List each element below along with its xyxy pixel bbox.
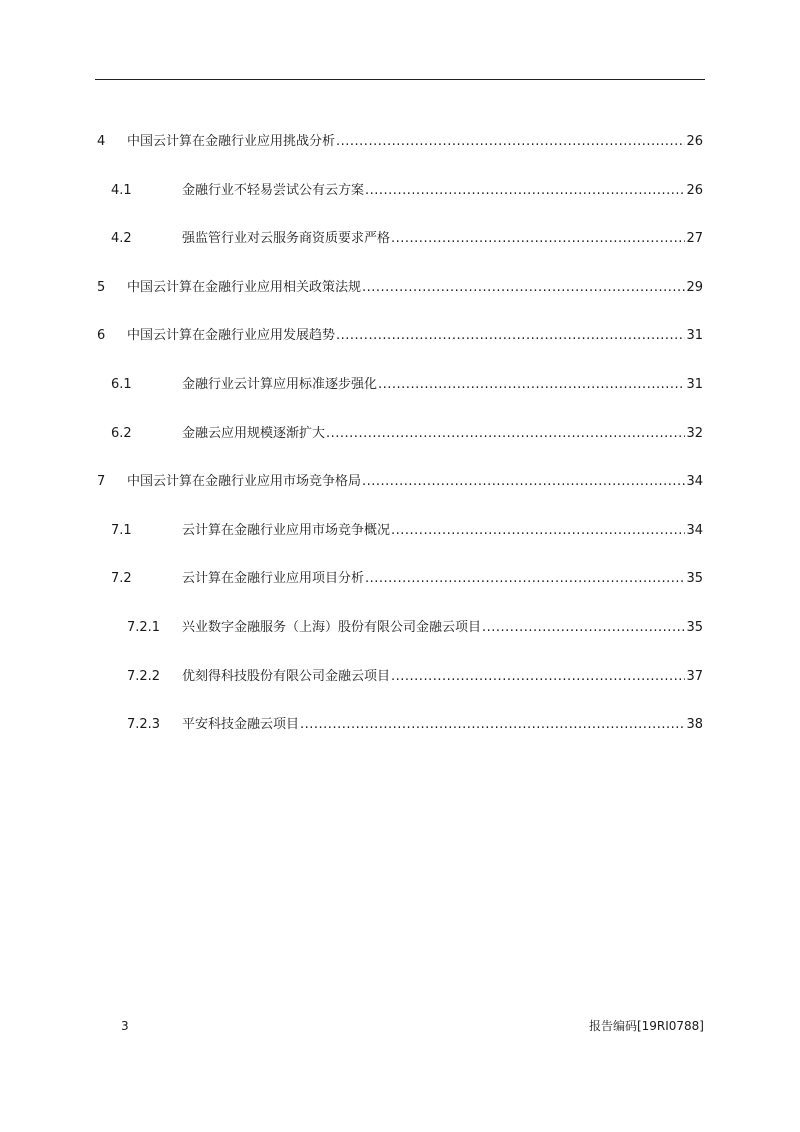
toc-entry-page: 27 bbox=[686, 231, 703, 246]
toc-entry-page: 34 bbox=[686, 523, 703, 538]
toc-dot-leader bbox=[391, 228, 685, 250]
footer-report-code: 报告编码[19RI0788] bbox=[588, 1019, 704, 1033]
toc-entry[interactable] bbox=[0, 277, 800, 299]
toc-dot-leader bbox=[365, 180, 685, 202]
toc-entry-number: 4.2 bbox=[111, 231, 132, 246]
toc-entry-page: 37 bbox=[686, 669, 703, 684]
toc-entry-title: 中国云计算在金融行业应用相关政策法规 bbox=[127, 280, 362, 295]
toc-entry-title: 金融行业云计算应用标准逐步强化 bbox=[182, 377, 378, 392]
toc-entry-title: 中国云计算在金融行业应用挑战分析 bbox=[127, 134, 336, 149]
toc-entry-number: 7 bbox=[97, 474, 106, 489]
toc-entry[interactable] bbox=[0, 471, 800, 493]
footer-page-number: 3 bbox=[121, 1019, 129, 1033]
toc-entry-page: 31 bbox=[686, 377, 703, 392]
toc-dot-leader bbox=[336, 131, 685, 153]
toc-entry-number: 4 bbox=[97, 134, 106, 149]
toc-entry-number: 7.2 bbox=[111, 571, 132, 586]
toc-entry-title: 中国云计算在金融行业应用市场竞争格局 bbox=[127, 474, 362, 489]
toc-entry[interactable] bbox=[0, 374, 800, 396]
toc-dot-leader bbox=[300, 714, 685, 736]
toc-entry-body bbox=[182, 423, 703, 445]
toc-entry-body bbox=[127, 325, 703, 347]
toc-entry-title: 中国云计算在金融行业应用发展趋势 bbox=[127, 328, 336, 343]
toc-entry-number: 7.2.1 bbox=[127, 620, 161, 635]
toc-entry-page: 32 bbox=[686, 426, 703, 441]
toc-entry-body bbox=[182, 714, 703, 736]
toc-entry-page: 29 bbox=[686, 280, 703, 295]
toc-entry-page: 34 bbox=[686, 474, 703, 489]
toc-entry-body bbox=[182, 617, 703, 639]
toc-entry-title: 强监管行业对云服务商资质要求严格 bbox=[182, 231, 391, 246]
toc-entry-title: 金融行业不轻易尝试公有云方案 bbox=[182, 183, 365, 198]
toc-entry-title: 优刻得科技股份有限公司金融云项目 bbox=[182, 669, 391, 684]
toc-entry[interactable] bbox=[0, 714, 800, 736]
toc-entry-number: 6.1 bbox=[111, 377, 132, 392]
toc-entry-body bbox=[182, 666, 703, 688]
toc-dot-leader bbox=[482, 617, 685, 639]
toc-dot-leader bbox=[378, 374, 685, 396]
toc-entry[interactable] bbox=[0, 423, 800, 445]
toc-entry-page: 38 bbox=[686, 717, 703, 732]
toc-entry-number: 4.1 bbox=[111, 183, 132, 198]
toc-entry-body bbox=[182, 520, 703, 542]
toc-entry-title: 金融云应用规模逐渐扩大 bbox=[182, 426, 326, 441]
toc-entry[interactable] bbox=[0, 325, 800, 347]
toc-entry[interactable] bbox=[0, 131, 800, 153]
toc-entry[interactable] bbox=[0, 520, 800, 542]
toc-dot-leader bbox=[326, 423, 685, 445]
toc-entry-number: 6.2 bbox=[111, 426, 132, 441]
toc-dot-leader bbox=[391, 666, 685, 688]
toc-entry[interactable] bbox=[0, 666, 800, 688]
toc-entry-number: 6 bbox=[97, 328, 106, 343]
toc-entry[interactable] bbox=[0, 617, 800, 639]
toc-entry-number: 5 bbox=[97, 280, 106, 295]
toc-entry-number: 7.1 bbox=[111, 523, 132, 538]
header-rule bbox=[95, 79, 705, 80]
toc-entry-page: 35 bbox=[686, 620, 703, 635]
toc-entry-body bbox=[182, 180, 703, 202]
toc-entry-page: 26 bbox=[686, 134, 703, 149]
toc-entry-page: 31 bbox=[686, 328, 703, 343]
toc-dot-leader bbox=[362, 277, 685, 299]
toc-entry-body bbox=[182, 228, 703, 250]
toc-dot-leader bbox=[391, 520, 685, 542]
toc-entry-page: 26 bbox=[686, 183, 703, 198]
toc-dot-leader bbox=[365, 568, 685, 590]
toc-entry-page: 35 bbox=[686, 571, 703, 586]
toc-dot-leader bbox=[336, 325, 685, 347]
toc-entry-title: 平安科技金融云项目 bbox=[182, 717, 300, 732]
toc-entry[interactable] bbox=[0, 568, 800, 590]
toc-entry[interactable] bbox=[0, 180, 800, 202]
toc-entry-title: 兴业数字金融服务（上海）股份有限公司金融云项目 bbox=[182, 620, 482, 635]
toc-entry[interactable] bbox=[0, 228, 800, 250]
toc-entry-number: 7.2.3 bbox=[127, 717, 161, 732]
toc-entry-body bbox=[182, 374, 703, 396]
toc-entry-body bbox=[127, 131, 703, 153]
toc-entry-body bbox=[127, 277, 703, 299]
toc-entry-number: 7.2.2 bbox=[127, 669, 161, 684]
toc-entry-body bbox=[182, 568, 703, 590]
toc-entry-title: 云计算在金融行业应用市场竞争概况 bbox=[182, 523, 391, 538]
toc-entry-title: 云计算在金融行业应用项目分析 bbox=[182, 571, 365, 586]
toc-dot-leader bbox=[362, 471, 685, 493]
toc-entry-body bbox=[127, 471, 703, 493]
